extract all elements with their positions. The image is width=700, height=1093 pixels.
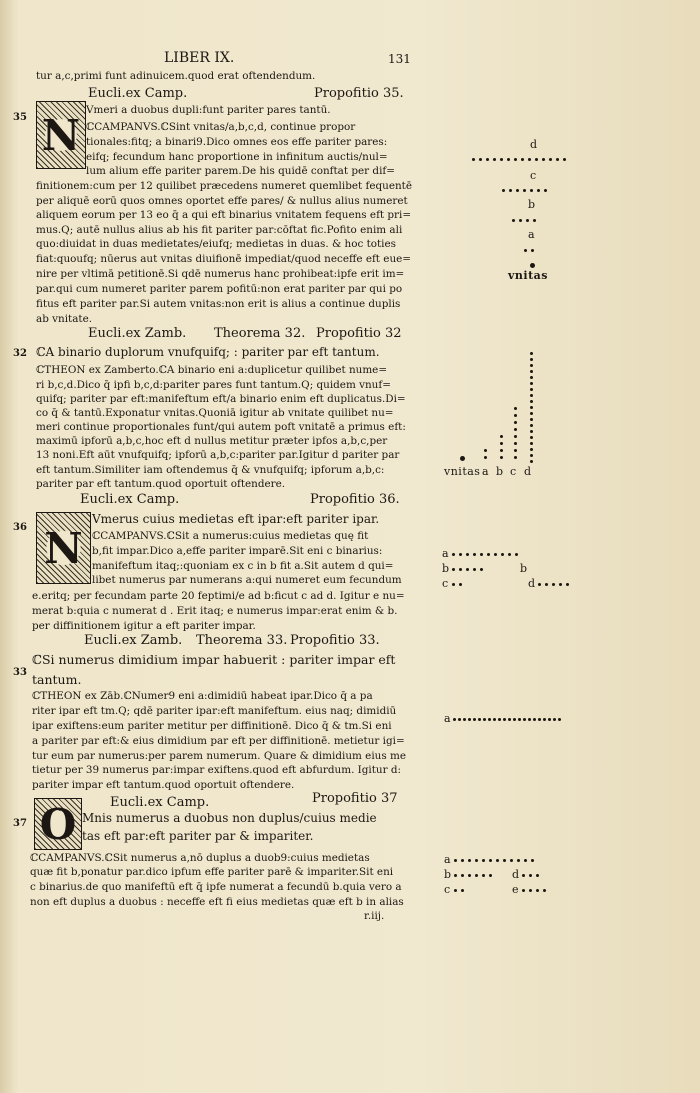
text-line: eft tantum.Similiter iam oftendemus q̄ & vnufquifq; ipforum a,b,c: [36,464,385,476]
dot-row [452,884,466,896]
text-line: ℂTHEON ex Zāb.ℂNumer9 eni a:dimidiū habeat ipar.Dico q̄ a pa [32,690,373,702]
text-line: finitionem:cum per 12 quilibet præcedens numeret quemlibet fequentē [36,180,412,192]
dot-row [536,578,571,590]
text-line: tas eft par:eft pariter par & impariter. [82,829,314,843]
text-line: per aliquē eorū quos omnes oportet effe pares/ & nullus alius numeret [36,195,408,207]
text-line: Vmeri a duobus dupli:funt pariter pares tantū. [86,104,331,116]
diagram-label: b [520,562,528,575]
dot-row [452,854,536,866]
source-heading: Eucli.ex Zamb. [88,326,187,341]
margin-number: 32 [13,348,27,359]
dot-row [520,884,548,896]
text-line: manifeftum itaq;:quoniam ex c in b fit a.Sit autem d qui= [92,560,394,572]
text-line: maximū ipforū a,b,c,hoc eft d nullus metitur præter ipfos a,b,c,per [36,435,388,447]
diagram-label: d [530,138,538,151]
decorated-initial: N [36,101,86,169]
source-heading: Eucli.ex Camp. [88,86,188,101]
text-line: tietur per 39 numerus par:impar exiftens.quod eft abfurdum. Igitur d: [32,764,402,776]
text-line: ℂCAMPANVS.ℂSint vnitas/a,b,c,d, continue propor [86,121,356,133]
text-line: pariter par eft tantum.quod oportuit oftendere. [36,478,286,490]
text-line: tionales:fitq; a binari9.Dico omnes eos effe pariter pares: [86,136,388,148]
diagram-label: d [528,577,536,590]
text-line: Vmerus cuius medietas eft ipar:eft pariter ipar. [92,512,380,526]
text-line: ℂA binario duplorum vnufquifq; : pariter par eft tantum. [36,345,380,359]
dot-row [452,713,562,725]
dot-row [450,578,464,590]
diagram-label: b [496,465,504,478]
text-line: e.eritq; per fecundam parte 20 feptimi/e ad b:ficut c ad d. Igitur e nu= [32,590,405,602]
dot-column [512,404,519,460]
running-head: LIBER IX. [164,50,235,66]
text-line: eifq; fecundum hanc proportione in infinitum auctis/nul= [86,151,388,163]
margin-number: 35 [13,112,27,123]
text-line: ℂCAMPANVS.ℂSit numerus a,nō duplus a duob9:cuius medietas [30,852,370,864]
source-heading: Eucli.ex Camp. [110,795,210,810]
decorated-initial: O [34,798,82,850]
dot-row [520,869,541,881]
diagram-label: a [444,853,452,866]
dot-row [450,548,520,560]
text-line: quæ fit b,ponatur par.dico ipfum effe pariter parē & impariter.Sit eni [30,866,394,878]
text-line: lum alium effe pariter parem.De his quidē conftat per dif= [86,165,395,177]
text-line: quo:diuidat in duas medietates/eiufq; medietas in duas. & hoc toties [36,238,396,250]
dot-column [458,452,467,464]
text-line: per diffinitionem igitur a eft pariter impar. [32,620,256,632]
diagram-label: vnitas [508,269,548,282]
text-line: b,fit impar.Dico a,effe pariter imparē.Sit eni c binarius: [92,545,383,557]
diagram-label: a [528,228,536,241]
diagram-label: b [528,198,536,211]
dot-row [510,214,538,226]
dot-row [450,563,485,575]
diagram-label: d [524,465,532,478]
dot-column [498,432,505,460]
proposition-heading: Propofitio 33. [290,633,380,648]
text-line: fitus eft pariter par.Si autem vnitas:non erit is alius a continue duplis [36,298,401,310]
diagram-label: b [442,562,450,575]
source-heading: Eucli.ex Camp. [80,492,180,507]
text-line: ℂCAMPANVS.ℂSit a numerus:cuius medietas quę fit [92,530,369,542]
decorated-initial: N [36,512,91,584]
text-line: tantum. [32,672,82,687]
diagram-label: b [444,868,452,881]
dot-column [482,446,489,460]
text-line: ℂTHEON ex Zamberto.ℂA binario eni a:duplicetur quilibet nume= [36,364,388,376]
dot-row [522,244,536,256]
text-line: par.qui cum numeret pariter parem pofitū:non erat pariter par qui po [36,283,403,295]
text-line: nire per vltimā petitionē.Si qdē numerus hanc prohibeat:ipfe erit im= [36,268,405,280]
text-line: pariter impar eft tantum.quod oportuit oftendere. [32,779,295,791]
proposition-heading: Propofitio 32 [316,326,402,341]
diagram-label: e [512,883,520,896]
margin-number: 37 [13,818,27,829]
text-line: ℂSi numerus dimidium impar habuerit : pariter impar eft [32,652,396,667]
text-line: Mnis numerus a duobus non duplus/cuius medie [82,811,377,825]
text-line: tur a,c,primi funt adinuicem.quod erat oftendendum. [36,70,316,82]
proposition-heading: Propofitio 35. [314,86,404,101]
text-line: ipar exiftens:eum pariter metitur per diffinitionē. Dico q̄ & tm.Si eni [32,720,392,732]
diagram-label: c [530,169,537,182]
signature-mark: r.iij. [364,910,385,922]
text-line: c binarius.de quo manifeftū eft q̄ ipfe numerat a fecundū b.quia vero a [30,881,402,893]
text-line: merat b:quia c numerat d . Erit itaq; e numerus impar:erat enim & b. [32,605,398,617]
dot-column [528,350,535,464]
text-line: co q̄ & tantū.Exponatur vnitas.Quoniā igitur ab vnitate quilibet nu= [36,407,394,419]
text-line: libet numerus par numerans a:qui numeret eum fecundum [92,574,402,586]
theorem-heading: Theorema 33. [196,633,288,648]
text-line: quifq; pariter par eft:manifeftum eft/a binario enim eft duplicatus.Di= [36,393,406,405]
text-line: a pariter par eft:& eius dimidium par eft per diffinitionē. metietur igi= [32,735,405,747]
diagram-label: a [482,465,490,478]
text-line: ri b,c,d.Dico q̄ ipfi b,c,d:pariter pares funt tantum.Q; quidem vnuf= [36,379,391,391]
dot-row [500,184,549,196]
dot-row [452,869,494,881]
margin-number: 36 [13,522,27,533]
text-line: mus.Q; autē nullus alius ab his fit pariter par:cōftat fic.Pofito enim ali [36,224,403,236]
diagram-label: vnitas [444,465,481,478]
diagram-label: c [442,577,449,590]
diagram-label: c [510,465,517,478]
source-heading: Eucli.ex Zamb. [84,633,183,648]
proposition-heading: Propofitio 36. [310,492,400,507]
text-line: riter ipar eft tm.Q; qdē pariter ipar:eft manifeftum. eius naq; dimidiū [32,705,397,717]
dot-row [470,153,568,165]
diagram-label: d [512,868,520,881]
proposition-heading: Propofitio 37 [312,791,398,806]
text-line: non eft duplus a duobus : neceffe eft fi eius medietas quæ eft b in alias [30,896,404,908]
diagram-label: a [442,547,450,560]
text-line: meri continue proportionales funt/qui autem poft vnitatē a primus eft: [36,421,406,433]
theorem-heading: Theorema 32. [214,326,306,341]
text-line: ab vnitate. [36,313,93,325]
text-line: fiat:quoufq; nūerus aut vnitas diuifionē impediat/quod neceffe eft eue= [36,253,411,265]
text-line: tur eum par numerus:per parem numerum. Quare & dimidium eius me [32,750,406,762]
diagram-label: c [444,883,451,896]
text-line: aliquem eorum per 13 eo q̄ a qui eft binarius vnitatem fequens eft pri= [36,209,412,221]
margin-number: 33 [13,667,27,678]
page-number: 131 [388,52,411,66]
diagram-label: a [444,712,452,725]
text-line: 13 noni.Eft aūt vnufquifq; ipforū a,b,c:pariter par.Igitur d pariter par [36,449,400,461]
